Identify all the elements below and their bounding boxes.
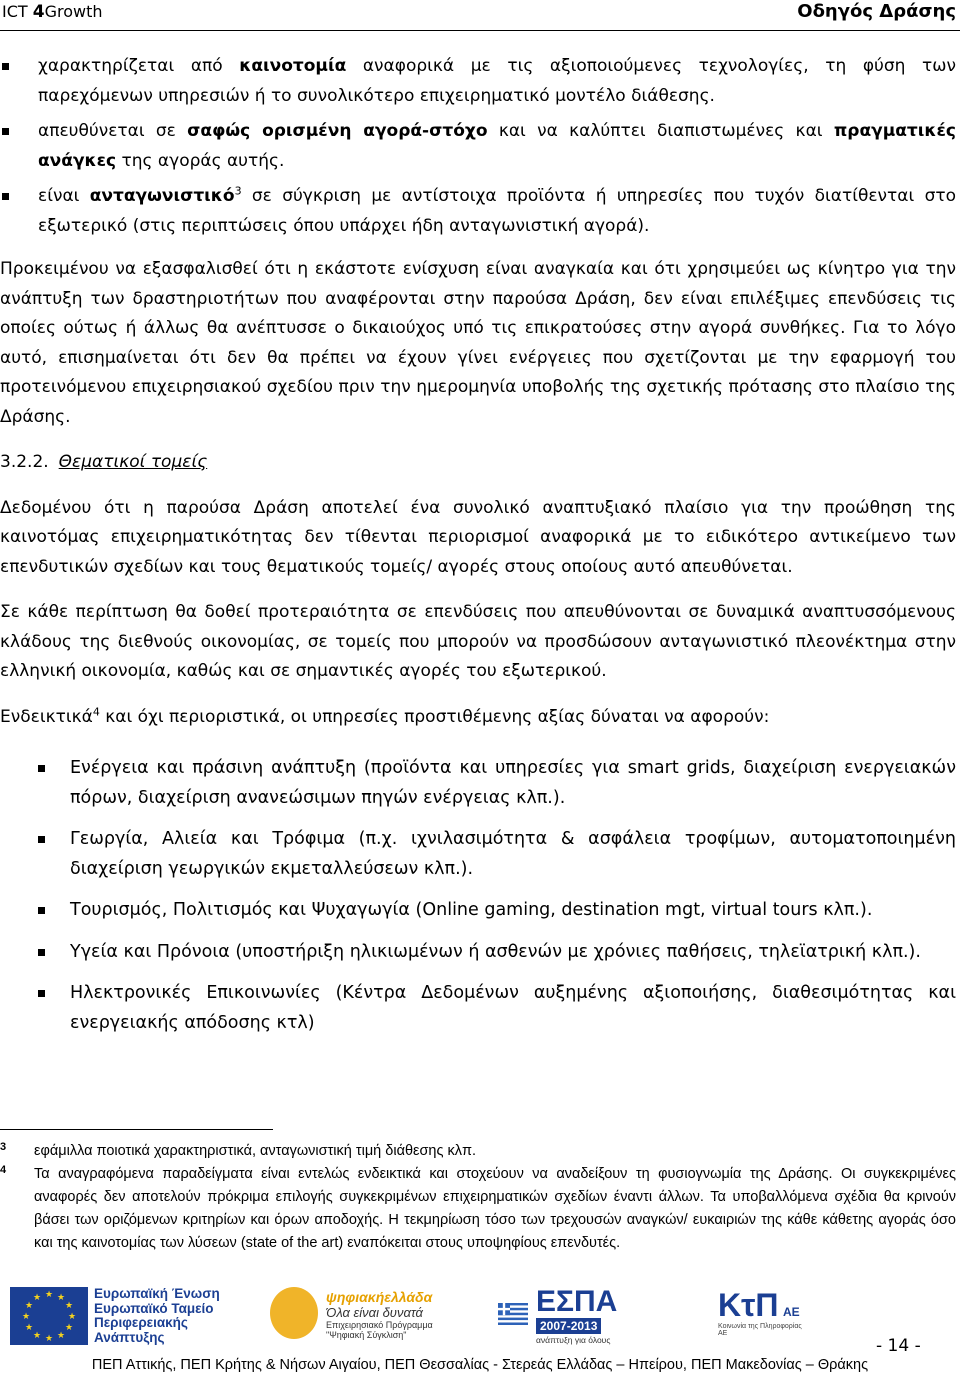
ktp-logo: ΚτΠ ΑΕ Κοινωνία της Πληροφορίας ΑΕ: [718, 1287, 802, 1337]
footnote-number: 3: [0, 1141, 7, 1153]
paragraph-framework: Δεδομένου ότι η παρούσα Δράση αποτελεί ένα συνολικό αναπτυξιακό πλαίσιο για την προώθηση της καινοτόμας επιχειρηματικότητας δεν τίθενται περιορισμοί αναφορικά με το ειδικότερο αντικείμενο των επενδυτικών σχεδίων και τους θεματικούς τομείς/ αγορές στους οποίους αυτό απευθύνεται.: [0, 497, 956, 577]
svg-text:★: ★: [67, 1312, 77, 1322]
svg-text:★: ★: [56, 1293, 66, 1303]
svg-text:★: ★: [56, 1331, 66, 1341]
square-bullet-icon: [38, 836, 45, 843]
sector-list-item: Υγεία και Πρόνοια (υποστήριξη ηλικιωμένων ή ασθενών με χρόνιες παθήσεις, τηλεϊατρική κλπ.).: [0, 938, 956, 968]
footnote-number: 4: [0, 1164, 7, 1176]
sector-list-item: Ηλεκτρονικές Επικοινωνίες (Κέντρα Δεδομένων αυξημένης αξιοποιήσης, διαθεσιμότητας και ενεργειακής απόδοσης κτλ): [0, 979, 956, 1038]
sector-list-item: Τουρισμός, Πολιτισμός και Ψυχαγωγία (Online gaming, destination mgt, virtual tours κλπ.).: [0, 896, 956, 926]
svg-text:★: ★: [32, 1331, 42, 1341]
funding-logos: [0, 1287, 960, 1347]
footnote-ref: 4: [92, 704, 100, 718]
section-title: Θεματικοί τομείς: [58, 452, 208, 472]
eu-flag-icon: [10, 1287, 88, 1345]
footer-regions: ΠΕΠ Αττικής, ΠΕΠ Κρήτης & Νήσων Αιγαίου, ΠΕΠ Θεσσαλίας - Στερεάς Ελλάδας – Ηπείρου, ΠΕΠ Μακεδονίας – Θράκης: [91, 1357, 869, 1373]
svg-text:★: ★: [44, 1334, 54, 1344]
svg-text:★: ★: [64, 1301, 74, 1311]
svg-text:★: ★: [24, 1301, 34, 1311]
svg-text:★: ★: [44, 1290, 54, 1300]
sector-list-item: Ενέργεια και πράσινη ανάπτυξη (προϊόντα και υπηρεσίες για smart grids, διαχείριση ενεργειακών πόρων, διαχείριση ανανεώσιμων πηγών ενέργειας κλπ.).: [0, 754, 956, 813]
document-body: [0, 52, 956, 1050]
eu-erdf-label: Ευρωπαϊκή Ένωση Ευρωπαϊκό Ταμείο Περιφερειακής Ανάπτυξης: [94, 1286, 220, 1345]
sector-list-item: Γεωργία, Αλιεία και Τρόφιμα (π.χ. ιχνιλασιμότητα & ασφάλεια τροφίμων, αυτοματοποιημένη διαχείριση γεωργικών εκμεταλλεύσεων κλπ.).: [0, 825, 956, 884]
criteria-bullet: χαρακτηρίζεται από καινοτομία αναφορικά με τις αξιοποιούμενες τεχνολογίες, τη φύση των παρεχόμενων υπηρεσιών ή το συνολικότερο επιχειρηματικό μοντέλο διάθεσης.: [0, 52, 956, 111]
section-number: 3.2.2.: [0, 452, 49, 472]
square-bullet-icon: [38, 949, 45, 956]
page-number: - 14 -: [876, 1336, 921, 1356]
greek-flag-icon: [498, 1303, 528, 1325]
footnote: 3 εφάμιλλα ποιοτικά χαρακτηριστικά, ανταγωνιστική τιμή διάθεσης κλπ.: [0, 1140, 956, 1163]
footnote-ref: 3: [234, 184, 242, 198]
page-header: [0, 0, 960, 31]
criteria-bullet: είναι ανταγωνιστικό$^3$ σε σύγκριση με αντίστοιχα προϊόντα ή υπηρεσίες που τυχόν διατίθενται στο εξωτερικό (στις περιπτώσεις όπου υπάρχει ήδη ανταγωνιστική αγορά).: [0, 182, 956, 241]
footnote-separator: [0, 1129, 273, 1130]
footnotes: [0, 1140, 956, 1255]
espa-logo: ΕΣΠΑ 2007-2013 ανάπτυξη για όλους: [536, 1285, 618, 1345]
svg-text:★: ★: [32, 1293, 42, 1303]
svg-text:★: ★: [24, 1323, 34, 1333]
square-bullet-icon: [2, 128, 9, 135]
paragraph-eligibility: Προκειμένου να εξασφαλισθεί ότι η εκάστοτε ενίσχυση είναι αναγκαία και ότι χρησιμεύει ως κίνητρο για την ανάπτυξη των δραστηριοτήτων που αναφέρονται στην παρούσα Δράση, δεν είναι επιλέξιμες επενδύσεις τις οποίες ούτως ή άλλως θα ανέπτυσσε ο δικαιούχος υπό τις επικρατούσες στην αγορά συνθήκες. Για το λόγο αυτό, επισημαίνεται ότι δεν θα πρέπει να έχουν γίνει ενέργειες που σχετίζονται με την εφαρμογή του προτεινόμενου επιχειρησιακού σχεδίου πριν την ημερομηνία υποβολής της σχετικής πρότασης στο πλαίσιο της Δράσης.: [0, 259, 956, 427]
svg-text:★: ★: [64, 1323, 74, 1333]
digital-greece-logo: ψηφιακήελλάδα Όλα είναι δυνατά Επιχειρησιακό Πρόγραμμα "Ψηφιακή Σύγκλιση": [270, 1287, 490, 1345]
footnote: 4 Τα αναγραφόμενα παραδείγματα είναι εντελώς ενδεικτικά και στοχεύουν να αναδείξουν τη φυσιογνωμία της Δράσης. Οι συγκεκριμένες αναφορές δεν αποτελούν πρόκριμα επιλογής συγκεκριμένων επιχειρηματικών σχεδίων έναντι άλλων. Τα υποβαλλόμενα σχέδια θα κρινούν βάσει των οριζόμενων κριτηρίων και όρων αποδοχής. Η τεκμηρίωση τόσο των τρεχουσών αναγκών/ ευκαιριών της κάθε κάθετης αγοράς όσο και της καινοτομίας των λύσεων (state of the art) εναπόκειται στους υποψηφίους επενδυτές.: [0, 1163, 956, 1255]
square-bullet-icon: [2, 63, 9, 70]
square-bullet-icon: [38, 990, 45, 997]
square-bullet-icon: [38, 907, 45, 914]
header-program-name: ICT 4Growth: [2, 2, 103, 22]
section-heading: [0, 448, 956, 478]
square-bullet-icon: [38, 765, 45, 772]
digital-greece-emblem-icon: [270, 1287, 318, 1339]
paragraph-indicative: Ενδεικτικά$^4$ και όχι περιοριστικά, οι υπηρεσίες προστιθέμενης αξίας δύναται να αφορούν:: [0, 704, 770, 727]
square-bullet-icon: [2, 193, 9, 200]
paragraph-priority: Σε κάθε περίπτωση θα δοθεί προτεραιότητα σε επενδύσεις που απευθύνονται σε δυναμικά αναπτυσσόμενους κλάδους της διεθνούς οικονομίας, σε τομείς που μπορούν να προσδώσουν ανταγωνιστικό πλεονέκτημα στην ελληνική οικονομία, καθώς και σε σημαντικές αγορές του εξωτερικού.: [0, 602, 956, 681]
header-document-title: Οδηγός Δράσης: [797, 1, 956, 22]
svg-text:★: ★: [21, 1312, 31, 1322]
criteria-bullet: απευθύνεται σε σαφώς ορισμένη αγορά-στόχο και να καλύπτει διαπιστωμένες και πραγματικές ανάγκες της αγοράς αυτής.: [0, 117, 956, 176]
